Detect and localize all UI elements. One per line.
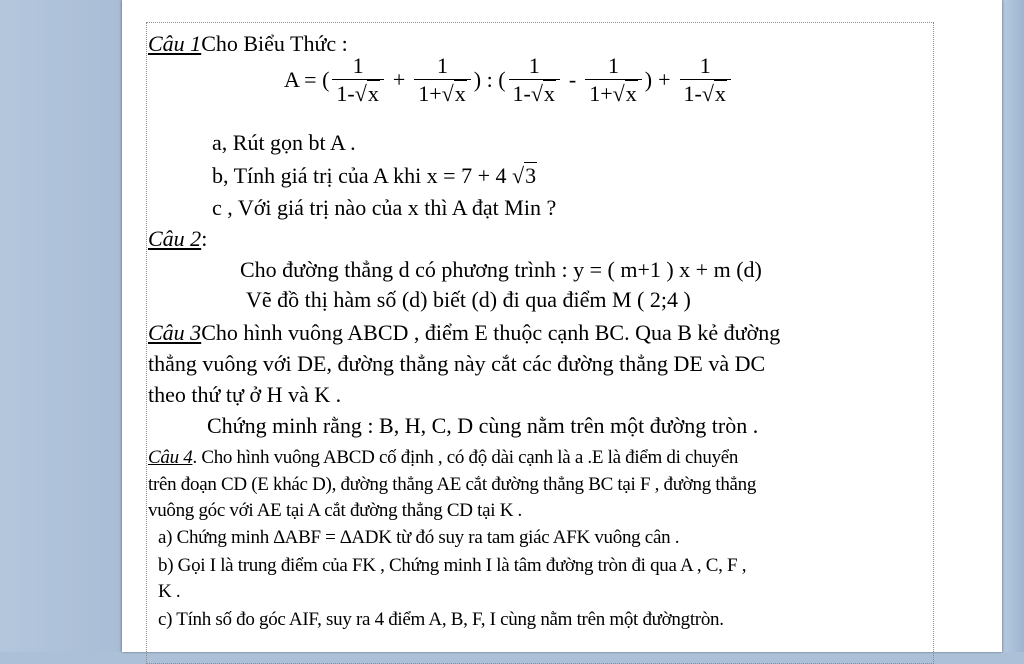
den-prefix: 1+ bbox=[418, 81, 442, 106]
den-prefix: 1+ bbox=[589, 81, 613, 106]
sqrt-arg: x bbox=[625, 81, 637, 106]
op-plus-1: + bbox=[392, 67, 406, 92]
q3-line-2: thẳng vuông với DE, đường thẳng này cắt các đường thẳng DE và DC bbox=[148, 351, 766, 376]
sqrt-sign: √ bbox=[354, 81, 367, 106]
formula-A bbox=[284, 54, 734, 106]
fraction-3 bbox=[509, 54, 560, 106]
q4-label: Câu 4 bbox=[148, 447, 193, 468]
sqrt-sign: √ bbox=[512, 163, 525, 188]
fraction-2-num: 1 bbox=[437, 53, 448, 78]
fraction-5-den bbox=[680, 79, 731, 106]
q4-part-b-1: b) Gọi I là trung điểm của FK , Chứng minh I là tâm đường tròn đi qua A , C, F , bbox=[158, 555, 747, 576]
fraction-4-den bbox=[585, 79, 642, 106]
formula-lhs: A = ( bbox=[284, 67, 330, 92]
q4-line-1 bbox=[148, 446, 738, 470]
sqrt-sign: √ bbox=[612, 81, 625, 106]
den-prefix: 1- bbox=[683, 81, 702, 106]
q3-line-3: theo thứ tự ở H và K . bbox=[148, 382, 342, 407]
q2-label: Câu 2 bbox=[148, 226, 202, 251]
q3-text-1: Cho hình vuông ABCD , điểm E thuộc cạnh BC. Qua B kẻ đường bbox=[201, 320, 781, 345]
den-prefix: 1- bbox=[512, 81, 531, 106]
q2-colon: : bbox=[201, 226, 208, 251]
q4-part-b-2: K . bbox=[158, 581, 181, 602]
sqrt-arg: x bbox=[367, 81, 379, 106]
op-close-colon: ) : ( bbox=[473, 67, 506, 92]
sqrt-arg: x bbox=[543, 81, 555, 106]
sqrt-arg: x bbox=[454, 81, 466, 106]
q1-intro: Cho Biểu Thức : bbox=[201, 31, 348, 56]
sqrt-sign: √ bbox=[530, 81, 543, 106]
sqrt-arg: x bbox=[714, 81, 726, 106]
q4-line-2: trên đoạn CD (E khác D), đường thẳng AE cắt đường thẳng BC tại F , đường thẳng bbox=[148, 474, 757, 495]
q1-part-b-root: 3 bbox=[525, 163, 537, 188]
q4-part-a: a) Chứng minh ∆ABF = ∆ADK từ đó suy ra tam giác AFK vuông cân . bbox=[158, 527, 680, 548]
fraction-4 bbox=[585, 54, 642, 106]
fraction-1-den bbox=[332, 79, 383, 106]
window-background-right bbox=[1002, 0, 1024, 652]
q3-line-4: Chứng minh rằng : B, H, C, D cùng nằm trên một đường tròn . bbox=[207, 413, 759, 438]
fraction-2-den bbox=[414, 79, 471, 106]
q3-line-1 bbox=[148, 320, 780, 346]
q2-title-line bbox=[148, 226, 207, 252]
fraction-1 bbox=[332, 54, 383, 106]
op-plus-2: + bbox=[658, 67, 671, 92]
op-close: ) bbox=[644, 67, 653, 92]
q1-label: Câu 1 bbox=[148, 31, 202, 56]
op-minus: - bbox=[568, 67, 577, 92]
den-prefix: 1- bbox=[336, 81, 355, 106]
q1-part-c: c , Với giá trị nào của x thì A đạt Min ? bbox=[212, 195, 557, 220]
document-page bbox=[122, 0, 1002, 652]
fraction-2 bbox=[414, 54, 471, 106]
fraction-3-num: 1 bbox=[528, 53, 540, 78]
fraction-4-num: 1 bbox=[608, 53, 619, 78]
fraction-3-den bbox=[509, 79, 560, 106]
fraction-5-num: 1 bbox=[699, 53, 711, 78]
fraction-5 bbox=[680, 54, 731, 106]
fraction-1-num: 1 bbox=[352, 53, 364, 78]
q3-label: Câu 3 bbox=[148, 320, 202, 345]
q1-part-b bbox=[212, 163, 537, 189]
q1-part-a: a, Rút gọn bt A . bbox=[212, 130, 356, 155]
sqrt-sign: √ bbox=[441, 81, 454, 106]
q2-line-2: Vẽ đồ thị hàm số (d) biết (d) đi qua điểm M ( 2;4 ) bbox=[246, 287, 691, 312]
q2-line-1: Cho đường thẳng d có phương trình : y = ( m+1 ) x + m (d) bbox=[240, 257, 762, 282]
q1-part-b-text: b, Tính giá trị của A khi x = 7 + 4 bbox=[212, 163, 507, 188]
q4-line-3: vuông góc với AE tại A cắt đường thẳng CD tại K . bbox=[148, 500, 523, 521]
sqrt-sign: √ bbox=[701, 81, 714, 106]
window-background-left bbox=[0, 0, 122, 652]
q4-part-c: c) Tính số đo góc AIF, suy ra 4 điểm A, B, F, I cùng nằm trên một đườngtròn. bbox=[158, 609, 724, 630]
q4-text-1: . Cho hình vuông ABCD cố định , có độ dài cạnh là a .E là điểm di chuyển bbox=[192, 447, 739, 468]
